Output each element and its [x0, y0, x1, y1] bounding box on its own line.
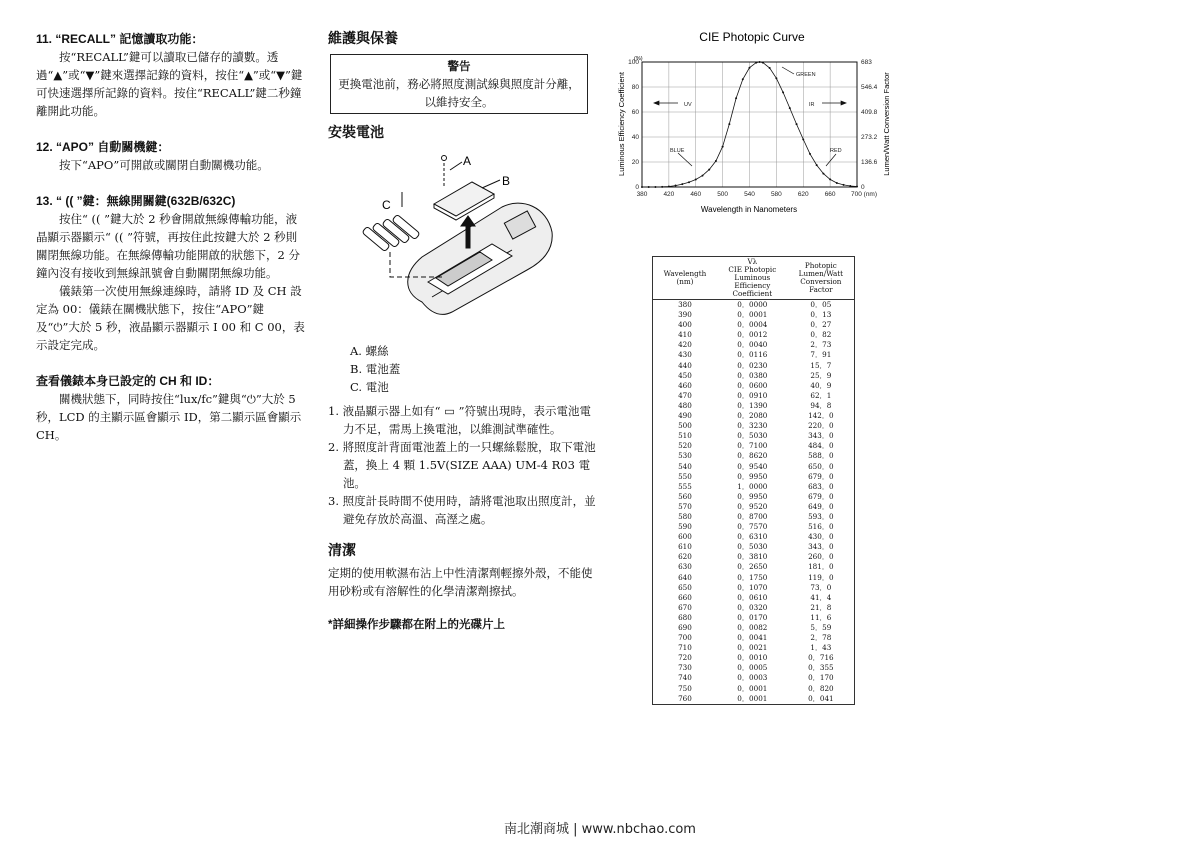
table-cell: 0．0910: [737, 390, 768, 400]
table-row: [653, 421, 855, 431]
legend-item: A. 螺絲: [350, 344, 389, 358]
table-cell: 660: [678, 592, 692, 602]
table-cell: 0．0610: [737, 592, 768, 602]
table-cell: 0．0041: [737, 633, 768, 643]
table-cell: 0．0000: [737, 300, 768, 309]
data-point: [769, 67, 771, 69]
table-cell: 15．7: [810, 360, 832, 370]
table-cell: 0．0170: [737, 612, 768, 622]
annotation-green: GREEN: [796, 72, 816, 78]
table-cell: 580: [678, 511, 692, 521]
table-cell: 0．1750: [737, 572, 768, 582]
table-cell: 0．716: [808, 653, 834, 663]
table-cell: 0．0003: [737, 673, 768, 683]
table-cell: 679．0: [808, 491, 834, 501]
x-axis-label: Wavelength in Nanometers: [700, 205, 798, 214]
table-cell: 0．0001: [737, 683, 768, 693]
table-row: [653, 401, 855, 411]
table-row: [653, 371, 855, 381]
parts-legend: [328, 342, 598, 396]
data-point: [708, 169, 710, 171]
section-title: 12. “APO” 自動關機鍵：: [36, 140, 170, 154]
table-cell: 0．5030: [737, 431, 768, 441]
table-cell: 450: [678, 370, 692, 380]
table-cell: 420: [678, 340, 692, 350]
data-point: [722, 146, 724, 148]
table-cell: 7．91: [810, 350, 832, 360]
data-point: [675, 185, 677, 187]
photopic-table: [652, 256, 855, 705]
x-tick-label: 420: [663, 191, 675, 198]
table-row: [653, 562, 855, 572]
y-axis-label-right: Lumen/Watt Conversion Factor: [882, 72, 891, 176]
table-cell: 410: [678, 330, 692, 340]
cleaning-body: 定期的使用軟濕布沾上中性清潔劑輕擦外殼，不能使用砂粉或有溶解性的化學清潔劑擦拭。: [328, 566, 593, 598]
annotation-ir: IR: [809, 102, 815, 108]
table-row: [653, 340, 855, 350]
data-point: [742, 78, 744, 80]
table-cell: 490: [678, 411, 692, 421]
data-point: [789, 107, 791, 109]
table-row: [653, 643, 855, 653]
data-point: [796, 123, 798, 125]
data-point: [668, 186, 670, 188]
table-cell: 0．82: [810, 330, 832, 340]
data-point: [782, 91, 784, 93]
table-row: [653, 300, 855, 311]
table-cell: 40．9: [810, 380, 832, 390]
step: 3. 照度計長時間不使用時，請將電池取出照度計，並避免存放於高溫、高溼之處。: [328, 494, 596, 526]
table-cell: 690: [678, 623, 692, 632]
table-cell: 520: [678, 441, 692, 451]
table-cell: 555: [678, 481, 692, 491]
table-row: [653, 583, 855, 593]
table-cell: 0．0012: [737, 330, 768, 340]
table-cell: 593．0: [808, 511, 834, 521]
table-row: [653, 663, 855, 673]
y-tick-label: 80: [631, 84, 639, 91]
table-cell: 516．0: [808, 522, 834, 532]
y-axis-label: Luminous Efficiency Coefficient: [617, 72, 626, 176]
data-point: [695, 179, 697, 181]
column-maintenance: [328, 30, 598, 634]
table-cell: 0．8620: [737, 451, 768, 461]
column-operation: [36, 30, 306, 462]
table-cell: 0．5030: [737, 542, 768, 552]
data-point: [809, 153, 811, 155]
table-row: [653, 381, 855, 391]
data-point: [661, 186, 663, 188]
table-cell: 0．3810: [737, 552, 768, 562]
y-tick-label: 40: [631, 134, 639, 141]
warning-box: [330, 54, 588, 114]
section-body: 按“RECALL”鍵可以讀取已儲存的讀數。透過“▲”或“▼”鍵來選擇記錄的資料，按住“▲”或“▼”鍵可快速選擇所記錄的資料。按住“RECALL”鍵二秒鐘離開此功能。: [36, 50, 303, 118]
table-cell: 0．05: [810, 300, 832, 309]
table-cell: 41．4: [810, 592, 832, 602]
data-point: [816, 164, 818, 166]
table-row: [653, 694, 855, 705]
table-cell: 649．0: [808, 501, 834, 511]
table-cell: 0．0001: [737, 693, 768, 703]
data-point: [715, 160, 717, 162]
y-tick-label: 20: [631, 159, 639, 166]
table-row: [653, 482, 855, 492]
table-cell: 0．0001: [737, 310, 768, 320]
callout-a: A: [463, 154, 472, 168]
table-cell: 700: [678, 633, 692, 643]
x-tick-label: 700 (nm): [851, 191, 878, 198]
table-cell: 650．0: [808, 461, 834, 471]
table-cell: 530: [678, 451, 692, 461]
battery-installation-illustration: [362, 152, 562, 324]
x-tick-label: 540: [744, 191, 755, 198]
table-cell: 570: [678, 501, 692, 511]
step: 1. 液晶顯示器上如有“ ▭ ”符號出現時，表示電池電力不足，需馬上換電池，以維測試準確性。: [328, 404, 592, 436]
table-cell: 343．0: [808, 542, 834, 552]
table-cell: 560: [678, 491, 692, 501]
data-point: [775, 77, 777, 79]
table-cell: 0．0600: [737, 380, 768, 390]
table-row: [653, 441, 855, 451]
battery-title: 安裝電池: [328, 125, 384, 141]
table-cell: 0．1390: [737, 400, 768, 410]
table-cell: 0．13: [810, 310, 832, 320]
table-cell: 0．0082: [737, 623, 768, 632]
table-cell: 25．9: [810, 370, 832, 380]
data-point: [701, 175, 703, 177]
y-tick-label: 0: [635, 184, 639, 191]
section-wireless: [36, 192, 306, 354]
table-cell: 0．9540: [737, 461, 768, 471]
column-header: Wavelength (nm): [653, 257, 717, 300]
data-point: [849, 185, 851, 187]
table-row: [653, 542, 855, 552]
y-unit: (%): [634, 56, 643, 62]
section-body: 按下“APO”可開啟或關閉自動關機功能。: [59, 158, 269, 172]
table-cell: 440: [678, 360, 692, 370]
table-cell: 181．0: [808, 562, 834, 572]
table-cell: 0．041: [808, 693, 834, 703]
table-row: [653, 320, 855, 330]
data-point: [648, 186, 650, 188]
x-tick-label: 580: [770, 191, 782, 198]
table-cell: 0．6310: [737, 532, 768, 542]
y-tick-label-right: 273.2: [861, 134, 878, 141]
table-cell: 390: [678, 310, 692, 320]
table-cell: 484．0: [808, 441, 834, 451]
data-point: [681, 183, 683, 185]
table-cell: 0．9520: [737, 501, 768, 511]
table-cell: 0．9950: [737, 471, 768, 481]
section-title: 13. “ (( ”鍵：無線開關鍵(632B/632C): [36, 194, 236, 208]
table-cell: 0．27: [810, 320, 832, 330]
table-cell: 550: [678, 471, 692, 481]
step: 2. 將照度計背面電池蓋上的一只螺絲鬆脫，取下電池蓋，換上 4 顆 1.5V(SIZE AAA) UM-4 R03 電池。: [328, 440, 596, 490]
y-tick-label-right: 136.6: [861, 159, 878, 166]
legend-item: B. 電池蓋: [350, 362, 401, 376]
table-row: [653, 431, 855, 441]
photopic-table-wrap: [652, 256, 855, 705]
table-cell: 0．1070: [737, 582, 768, 592]
table-cell: 650: [678, 582, 692, 592]
table-cell: 0．2080: [737, 411, 768, 421]
table-row: [653, 512, 855, 522]
table-row: [653, 361, 855, 371]
table-row: [653, 532, 855, 542]
table-cell: 1．43: [810, 643, 832, 653]
y-tick-label-right: 683: [861, 59, 872, 66]
callout-c: C: [382, 198, 391, 212]
section-recall: [36, 30, 306, 120]
table-cell: 0．0005: [737, 663, 768, 673]
table-cell: 11．6: [810, 612, 832, 622]
table-cell: 220．0: [808, 421, 834, 431]
data-point: [755, 62, 757, 64]
table-row: [653, 350, 855, 360]
table-cell: 0．0230: [737, 360, 768, 370]
footer-watermark: 南北潮商城 | www.nbchao.com: [504, 822, 696, 837]
x-tick-label: 620: [797, 191, 809, 198]
table-cell: 640: [678, 572, 692, 582]
table-cell: 343．0: [808, 431, 834, 441]
table-cell: 600: [678, 532, 692, 542]
table-cell: 73．0: [810, 582, 832, 592]
table-cell: 62．1: [810, 390, 832, 400]
table-cell: 500: [678, 421, 692, 431]
table-cell: 540: [678, 461, 692, 471]
table-cell: 740: [678, 673, 692, 683]
callout-b: B: [502, 174, 511, 188]
table-cell: 730: [678, 663, 692, 673]
table-cell: 0．0320: [737, 602, 768, 612]
table-row: [653, 391, 855, 401]
annotation-blue: BLUE: [670, 148, 685, 154]
data-point: [759, 61, 761, 63]
table-row: [653, 603, 855, 613]
data-point: [856, 185, 858, 187]
table-cell: 21．8: [810, 602, 832, 612]
cleaning-title: 清潔: [328, 543, 356, 559]
table-cell: 0．0380: [737, 370, 768, 380]
table-cell: 710: [678, 643, 692, 653]
section-check-id: [36, 372, 306, 444]
table-cell: 0．3230: [737, 421, 768, 431]
table-cell: 0．2650: [737, 562, 768, 572]
table-row: [653, 451, 855, 461]
warning-title: 警告: [447, 59, 471, 73]
table-cell: 470: [678, 390, 692, 400]
table-cell: 760: [678, 693, 692, 703]
data-point: [802, 138, 804, 140]
table-cell: 2．78: [810, 633, 832, 643]
table-cell: 1．0000: [737, 481, 768, 491]
table-row: [653, 673, 855, 683]
table-row: [653, 462, 855, 472]
data-point: [688, 181, 690, 183]
table-cell: 0．355: [808, 663, 834, 673]
table-row: [653, 492, 855, 502]
table-cell: 680: [678, 612, 692, 622]
table-row: [653, 684, 855, 694]
section-body: 關機狀態下，同時按住“lux/fc”鍵與“⏻”大於 5 秒，LCD 的主顯示區會顯示 ID，第二顯示區會顯示 CH。: [36, 392, 302, 442]
table-cell: 0．0116: [737, 350, 768, 360]
table-row: [653, 653, 855, 663]
table-cell: 430: [678, 350, 692, 360]
table-cell: 683．0: [808, 481, 834, 491]
table-cell: 510: [678, 431, 692, 441]
section-apo: [36, 138, 306, 174]
legend-item: C. 電池: [350, 380, 389, 394]
y-tick-label-right: 0: [861, 184, 865, 191]
cie-photopic-chart: [612, 26, 897, 226]
data-point: [749, 67, 751, 69]
data-point: [829, 178, 831, 180]
table-cell: 260．0: [808, 552, 834, 562]
annotation-red: RED: [830, 148, 842, 154]
table-cell: 0．7570: [737, 522, 768, 532]
table-cell: 0．820: [808, 683, 834, 693]
table-row: [653, 623, 855, 633]
table-cell: 0．9950: [737, 491, 768, 501]
table-row: [653, 552, 855, 562]
table-row: [653, 330, 855, 340]
table-cell: 0．0004: [737, 320, 768, 330]
section-body: 儀錶第一次使用無線連線時，請將 ID 及 CH 設定為 00：儀錶在關機狀態下，按住“APO”鍵及“⏻”大於 5 秒，液晶顯示器顯示 I 00 和 C 00，表示設定完成。: [36, 284, 305, 352]
chart-title: CIE Photopic Curve: [699, 30, 805, 44]
y-tick-label-right: 409.8: [861, 109, 878, 116]
footnote: *詳細操作步驟都在附上的光碟片上: [328, 619, 505, 631]
table-cell: 630: [678, 562, 692, 572]
annotation-uv: UV: [684, 102, 692, 108]
battery-steps: [328, 402, 598, 528]
column-header: Photopic Lumen/Watt Conversion Factor: [788, 257, 855, 300]
data-point: [641, 186, 643, 188]
data-point: [843, 184, 845, 186]
x-tick-label: 500: [717, 191, 729, 198]
data-point: [654, 186, 656, 188]
section-body: 按住“ (( ”鍵大於 2 秒會開啟無線傳輸功能，液晶顯示器顯示“ (( ”符號，再按住此按鍵大於 2 秒則關閉無線功能。在無線傳輸功能開啟的狀態下，2 分鐘內沒有接收到無線訊號會自動關閉無線功能。: [36, 212, 300, 280]
table-cell: 380: [678, 300, 692, 309]
table-cell: 5．59: [810, 623, 832, 632]
table-cell: 119．0: [808, 572, 834, 582]
table-row: [653, 411, 855, 421]
table-cell: 0．8700: [737, 511, 768, 521]
table-cell: 0．0040: [737, 340, 768, 350]
table-cell: 400: [678, 320, 692, 330]
table-cell: 0．7100: [737, 441, 768, 451]
data-point: [822, 173, 824, 175]
warning-body: 更換電池前，務必將照度測試線與照度計分離，以維持安全。: [338, 77, 580, 109]
data-point: [762, 62, 764, 64]
data-point: [836, 182, 838, 184]
table-cell: 720: [678, 653, 692, 663]
x-tick-label: 660: [824, 191, 836, 198]
table-cell: 679．0: [808, 471, 834, 481]
table-cell: 0．0010: [737, 653, 768, 663]
table-row: [653, 522, 855, 532]
table-cell: 0．0021: [737, 643, 768, 653]
table-row: [653, 573, 855, 583]
data-point: [735, 97, 737, 99]
table-cell: 620: [678, 552, 692, 562]
section-title: 11. “RECALL” 記憶讀取功能：: [36, 32, 204, 46]
table-row: [653, 472, 855, 482]
table-cell: 610: [678, 542, 692, 552]
data-point: [728, 123, 730, 125]
x-tick-label: 380: [636, 191, 648, 198]
table-row: [653, 593, 855, 603]
table-cell: 480: [678, 400, 692, 410]
table-row: [653, 502, 855, 512]
table-cell: 750: [678, 683, 692, 693]
table-cell: 430．0: [808, 532, 834, 542]
table-cell: 588．0: [808, 451, 834, 461]
table-cell: 460: [678, 380, 692, 390]
table-row: [653, 613, 855, 623]
column-header: Vλ CIE Photopic Luminous Efficiency Coefficient: [717, 257, 788, 300]
y-tick-label: 60: [631, 109, 639, 116]
table-cell: 670: [678, 602, 692, 612]
table-cell: 142．0: [808, 411, 834, 421]
table-cell: 0．170: [808, 673, 834, 683]
table-cell: 2．73: [810, 340, 832, 350]
y-tick-label-right: 546.4: [861, 84, 878, 91]
x-tick-label: 460: [690, 191, 702, 198]
table-cell: 590: [678, 522, 692, 532]
table-row: [653, 633, 855, 643]
section-title: 查看儀錶本身已設定的 CH 和 ID：: [36, 374, 220, 388]
y-tick-label: 100: [628, 59, 639, 66]
maintenance-title: 維護與保養: [328, 31, 398, 47]
table-row: [653, 310, 855, 320]
table-cell: 94．8: [810, 400, 832, 410]
